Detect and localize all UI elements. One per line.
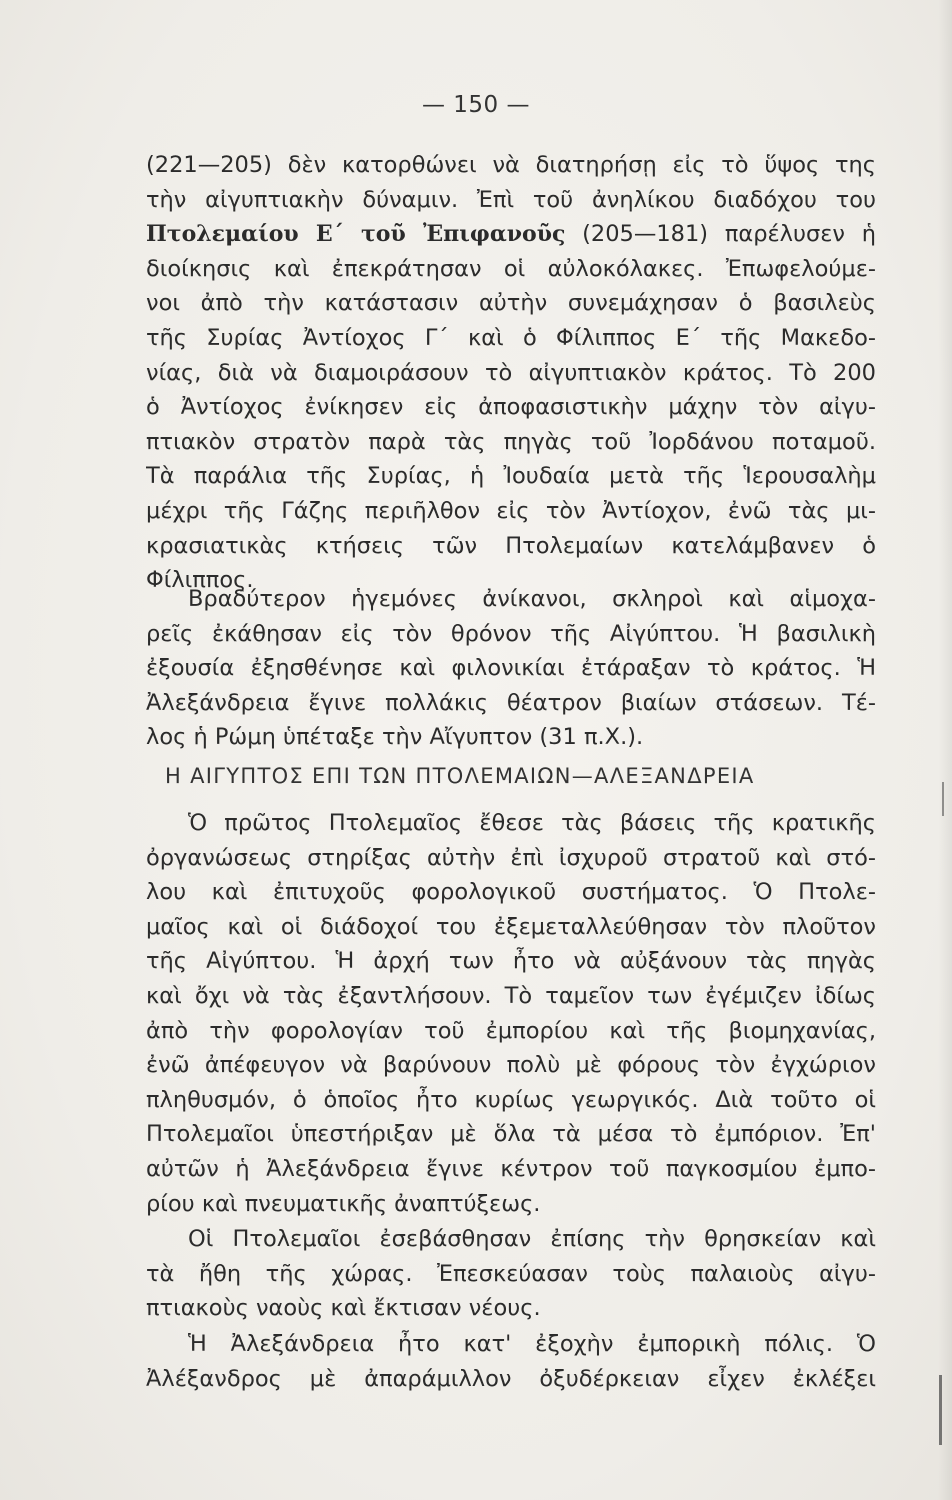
text-line: τὴν αἰγυπτιακὴν δύναμιν. Ἐπὶ τοῦ ἀνηλίκου διαδόχου του xyxy=(146,186,876,213)
text-line: ρεῖς ἐκάθησαν εἰς τὸν θρόνον τῆς Αἰγύπτου. Ἡ βασιλικὴ xyxy=(146,620,876,647)
paragraph-state-organization xyxy=(146,806,876,1221)
text-line: Ἀλέξανδρος μὲ ἀπαράμιλλον ὀξυδέρκειαν εἶχεν ἐκλέξει xyxy=(146,1365,876,1392)
page-number: — 150 — xyxy=(421,92,531,118)
text-line: ὀργανώσεως στηρίξας αὐτὴν ἐπὶ ἰσχυροῦ στρατοῦ καὶ στό- xyxy=(146,844,876,871)
section-heading: Η ΑΙΓΥΠΤΟΣ ΕΠΙ ΤΩΝ ΠΤΟΛΕΜΑΙΩΝ—ΑΛΕΞΑΝΔΡΕΙΑ xyxy=(165,764,755,788)
text-line: καὶ ὄχι νὰ τὰς ἐξαντλήσουν. Τὸ ταμεῖον των ἐγέμιζεν ἰδίως xyxy=(146,982,876,1009)
margin-print-mark xyxy=(942,782,944,816)
text-line: ρίου καὶ πνευματικῆς ἀναπτύξεως. xyxy=(146,1190,541,1217)
text-line: ἐξουσία ἐξησθένησε καὶ φιλονικίαι ἐτάραξαν τὸ κράτος. Ἡ xyxy=(146,655,876,682)
text-line: πτιακοὺς ναοὺς καὶ ἔκτισαν νέους. xyxy=(146,1295,541,1322)
text-line: Ἀλεξάνδρεια ἔγινε πολλάκις θέατρον βιαίων στάσεων. Τέ- xyxy=(146,689,876,716)
text-line: τῆς Συρίας Ἀντίοχος Γ΄ καὶ ὁ Φίλιππος Ε΄ τῆς Μακεδο- xyxy=(146,324,876,351)
text-fragment: (205—181) παρέλυσεν ἡ xyxy=(565,221,876,248)
paragraph-religion xyxy=(146,1222,876,1326)
text-line: (221—205) δὲν κατορθώνει νὰ διατηρήσῃ εἰς τὸ ὕψος της xyxy=(146,152,876,178)
text-line: ὁ Ἀντίοχος ἐνίκησεν εἰς ἀποφασιστικὴν μάχην τὸν αἰγυ- xyxy=(146,394,876,421)
text-line: ἀπὸ τὴν φορολογίαν τοῦ ἐμπορίου καὶ τῆς βιομηχανίας, xyxy=(146,1017,876,1044)
text-line xyxy=(146,217,876,252)
text-line: λου καὶ ἐπιτυχοῦς φορολογικοῦ συστήματος. Ὁ Πτολε- xyxy=(146,879,876,906)
paragraph-alexandria xyxy=(146,1327,876,1396)
text-line: Φίλιππος. xyxy=(146,567,254,594)
text-line: μαῖος καὶ οἱ διάδοχοί του ἐξεμεταλλεύθησαν τὸν πλοῦτον xyxy=(146,913,876,940)
text-line: διοίκησις καὶ ἐπεκράτησαν οἱ αὐλοκόλακες. Ἐπωφελούμε- xyxy=(146,255,876,282)
text-line: τὰ ἤθη τῆς χώρας. Ἐπεσκεύασαν τοὺς παλαιοὺς αἰγυ- xyxy=(146,1260,876,1287)
text-line: νίας, διὰ νὰ διαμοιράσουν τὸ αἰγυπτιακὸν κράτος. Τὸ 200 xyxy=(146,359,876,386)
text-line: πληθυσμόν, ὁ ὁποῖος ἦτο κυρίως γεωργικός. Διὰ τοῦτο οἱ xyxy=(146,1086,876,1113)
text-line: Ὁ πρῶτος Πτολεμαῖος ἔθεσε τὰς βάσεις τῆς κρατικῆς xyxy=(188,810,876,836)
text-line: πτιακὸν στρατὸν παρὰ τὰς πηγὰς τοῦ Ἰορδάνου ποταμοῦ. xyxy=(146,428,876,455)
text-line: Πτολεμαῖοι ὑπεστήριξαν μὲ ὅλα τὰ μέσα τὸ ἐμπόριον. Ἐπ' xyxy=(146,1121,876,1148)
text-line: Βραδύτερον ἡγεμόνες ἀνίκανοι, σκληροὶ καὶ αἱμοχα- xyxy=(188,586,876,612)
text-line: αὐτῶν ἡ Ἀλεξάνδρεια ἔγινε κέντρον τοῦ παγκοσμίου ἐμπο- xyxy=(146,1155,876,1182)
text-line: τῆς Αἰγύπτου. Ἡ ἀρχή των ἦτο νὰ αὐξάνουν τὰς πηγὰς xyxy=(146,948,876,975)
text-line: κρασιατικὰς κτήσεις τῶν Πτολεμαίων κατελάμβανεν ὁ xyxy=(146,532,876,559)
margin-print-mark xyxy=(939,1375,942,1445)
text-line: Τὰ παράλια τῆς Συρίας, ἡ Ἰουδαία μετὰ τῆς Ἱερουσαλὴμ xyxy=(146,463,876,490)
page-edge-shadow xyxy=(938,0,952,1500)
bold-name-ptolemy-v: Πτολεμαίου Ε΄ τοῦ Ἐπιφανοῦς xyxy=(146,221,566,248)
text-line: λος ἡ Ρώμη ὑπέταξε τὴν Αἴγυπτον (31 π.Χ.). xyxy=(146,724,644,751)
text-line: Οἱ Πτολεμαῖοι ἐσεβάσθησαν ἐπίσης τὴν θρησκείαν καὶ xyxy=(188,1226,876,1252)
text-line: Ἡ Ἀλεξάνδρεια ἦτο κατ' ἐξοχὴν ἐμπορικὴ πόλις. Ὁ xyxy=(188,1331,876,1357)
text-line: ἐνῶ ἀπέφευγον νὰ βαρύνουν πολὺ μὲ φόρους τὸν ἐγχώριον xyxy=(146,1052,876,1079)
text-line: μέχρι τῆς Γάζης περιῆλθον εἰς τὸν Ἀντίοχον, ἐνῶ τὰς μι- xyxy=(146,497,876,524)
paragraph-ptolemies-decline xyxy=(146,148,876,598)
text-line: νοι ἀπὸ τὴν κατάστασιν αὐτὴν συνεμάχησαν ὁ βασιλεὺς xyxy=(146,290,876,317)
paragraph-later-rulers xyxy=(146,582,876,755)
